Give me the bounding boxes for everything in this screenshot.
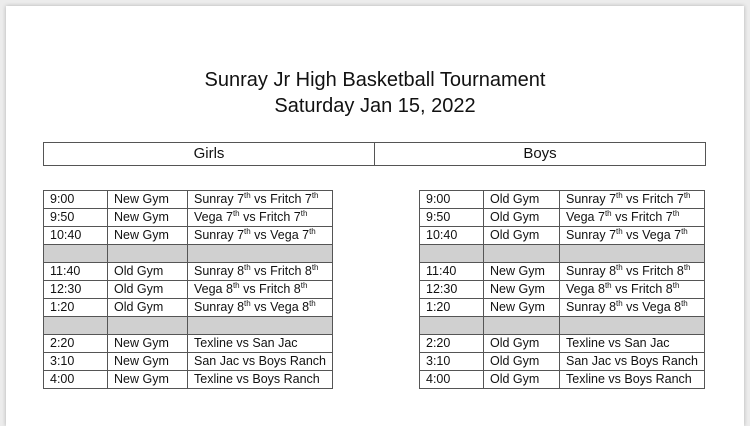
- gym-cell: Old Gym: [484, 353, 560, 371]
- time-cell: 9:50: [420, 209, 484, 227]
- table-row: [420, 353, 705, 371]
- gym-cell: New Gym: [108, 353, 188, 371]
- table-row: [420, 371, 705, 389]
- gym-cell: Old Gym: [484, 227, 560, 245]
- gym-cell: New Gym: [108, 371, 188, 389]
- gym-cell: New Gym: [484, 281, 560, 299]
- table-row: [420, 263, 705, 281]
- time-cell: 1:20: [44, 299, 108, 317]
- separator-cell: [484, 317, 560, 335]
- match-cell: Sunray 7th vs Fritch 7th: [188, 191, 333, 209]
- boys-schedule-table: [419, 190, 705, 389]
- match-cell: Texline vs Boys Ranch: [560, 371, 705, 389]
- match-cell: San Jac vs Boys Ranch: [560, 353, 705, 371]
- division-header: [43, 142, 706, 166]
- match-cell: Texline vs Boys Ranch: [188, 371, 333, 389]
- gym-cell: Old Gym: [484, 335, 560, 353]
- match-cell: Vega 7th vs Fritch 7th: [188, 209, 333, 227]
- time-cell: 4:00: [44, 371, 108, 389]
- match-cell: Sunray 7th vs Vega 7th: [560, 227, 705, 245]
- time-cell: 4:00: [420, 371, 484, 389]
- table-row: [420, 299, 705, 317]
- table-row: [420, 209, 705, 227]
- time-cell: 10:40: [420, 227, 484, 245]
- table-row: [44, 371, 333, 389]
- time-cell: 2:20: [420, 335, 484, 353]
- separator-cell: [188, 317, 333, 335]
- separator-cell: [44, 245, 108, 263]
- table-row: [44, 299, 333, 317]
- table-row: [44, 209, 333, 227]
- match-cell: Sunray 7th vs Fritch 7th: [560, 191, 705, 209]
- table-row: [44, 281, 333, 299]
- separator-cell: [560, 245, 705, 263]
- gym-cell: Old Gym: [484, 371, 560, 389]
- time-cell: 12:30: [420, 281, 484, 299]
- separator-cell: [420, 317, 484, 335]
- separator-cell: [108, 317, 188, 335]
- separator-cell: [108, 245, 188, 263]
- separator-cell: [560, 317, 705, 335]
- gym-cell: Old Gym: [484, 209, 560, 227]
- girls-header: Girls: [44, 143, 375, 165]
- separator-row: [420, 245, 705, 263]
- match-cell: Vega 7th vs Fritch 7th: [560, 209, 705, 227]
- gym-cell: Old Gym: [108, 281, 188, 299]
- table-row: [44, 227, 333, 245]
- gym-cell: New Gym: [484, 263, 560, 281]
- boys-header: Boys: [523, 145, 557, 162]
- separator-row: [420, 317, 705, 335]
- time-cell: 9:50: [44, 209, 108, 227]
- time-cell: 12:30: [44, 281, 108, 299]
- gym-cell: New Gym: [108, 227, 188, 245]
- match-cell: Vega 8th vs Fritch 8th: [188, 281, 333, 299]
- table-row: [44, 353, 333, 371]
- match-cell: Sunray 8th vs Fritch 8th: [188, 263, 333, 281]
- separator-cell: [188, 245, 333, 263]
- time-cell: 11:40: [420, 263, 484, 281]
- gym-cell: New Gym: [108, 209, 188, 227]
- time-cell: 3:10: [420, 353, 484, 371]
- time-cell: 3:10: [44, 353, 108, 371]
- match-cell: Texline vs San Jac: [560, 335, 705, 353]
- match-cell: Sunray 8th vs Fritch 8th: [560, 263, 705, 281]
- separator-row: [44, 245, 333, 263]
- gym-cell: New Gym: [108, 335, 188, 353]
- separator-cell: [420, 245, 484, 263]
- document-title: Sunray Jr High Basketball Tournament: [204, 69, 546, 91]
- gym-cell: Old Gym: [108, 263, 188, 281]
- table-row: [420, 191, 705, 209]
- match-cell: San Jac vs Boys Ranch: [188, 353, 333, 371]
- match-cell: Sunray 7th vs Vega 7th: [188, 227, 333, 245]
- match-cell: Sunray 8th vs Vega 8th: [188, 299, 333, 317]
- girls-schedule-table: [43, 190, 333, 389]
- table-row: [44, 263, 333, 281]
- match-cell: Texline vs San Jac: [188, 335, 333, 353]
- time-cell: 11:40: [44, 263, 108, 281]
- time-cell: 9:00: [420, 191, 484, 209]
- time-cell: 1:20: [420, 299, 484, 317]
- table-row: [44, 191, 333, 209]
- separator-cell: [44, 317, 108, 335]
- gym-cell: New Gym: [484, 299, 560, 317]
- time-cell: 9:00: [44, 191, 108, 209]
- table-row: [420, 227, 705, 245]
- document-date: Saturday Jan 15, 2022: [274, 95, 476, 117]
- match-cell: Sunray 8th vs Vega 8th: [560, 299, 705, 317]
- separator-cell: [484, 245, 560, 263]
- gym-cell: New Gym: [108, 191, 188, 209]
- gym-cell: Old Gym: [108, 299, 188, 317]
- table-row: [420, 335, 705, 353]
- table-row: [420, 281, 705, 299]
- separator-row: [44, 317, 333, 335]
- gym-cell: Old Gym: [484, 191, 560, 209]
- match-cell: Vega 8th vs Fritch 8th: [560, 281, 705, 299]
- table-row: [44, 335, 333, 353]
- time-cell: 2:20: [44, 335, 108, 353]
- time-cell: 10:40: [44, 227, 108, 245]
